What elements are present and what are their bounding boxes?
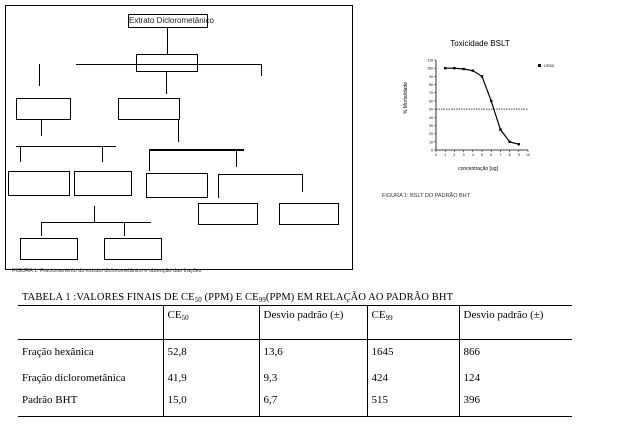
chart-x-tick-label: 2 (453, 153, 456, 157)
table-header-row (18, 306, 572, 340)
chart-y-tick-label: 110 (427, 58, 433, 63)
chart-x-tick-label: 0 (435, 153, 437, 157)
table-cell: 41,9 (163, 372, 259, 394)
table-header-cell: $CE_{99}$ (367, 306, 459, 340)
table-title: TABELA 1 :VALORES FINAIS DE $CE_{50}$ (PPM) E $CE_{99}(PPM)$ EM RELAÇÃO AO PADRÃO BHT (22, 292, 454, 304)
chart-y-tick-label: 50 (429, 107, 433, 112)
flowchart-node-f (198, 203, 258, 225)
table-title-part-3: (PPM) EM RELAÇÃO AO PADRÃO BHT (265, 292, 454, 303)
flowchart-node-h (20, 238, 78, 260)
table-row (18, 372, 572, 394)
chart-y-tick-label: 20 (429, 132, 433, 137)
flowchart-figure (5, 5, 353, 270)
table-cell: Fração hexânica (22, 346, 94, 358)
chart-data-point (462, 68, 464, 70)
chart-x-tick-label: 6 (490, 153, 493, 157)
table-cell: 15,0 (163, 394, 259, 417)
flowchart-caption: FIGURA 1: Fracionamento do extrato diclorometânico e obtenção das frações (12, 268, 202, 274)
chart-legend-label: CE50 (544, 63, 555, 68)
table-header-cell: Desvio padrão (±) (459, 306, 572, 340)
table-cell: 396 (459, 394, 572, 417)
chart-series-line (445, 68, 519, 144)
flowchart-node-e (146, 173, 208, 198)
chart-x-tick-label: 7 (499, 153, 502, 157)
chart-x-axis-label: concentração [ug] (458, 166, 498, 172)
flowchart-root-label: Extrato Diclorometânico (129, 16, 214, 25)
table-cell: 1645 (367, 340, 459, 373)
chart-data-point (518, 143, 520, 145)
flowchart-step-box (136, 54, 198, 72)
chart-data-point (499, 128, 501, 130)
table-header-cell: $CE_{50}$ (163, 306, 259, 340)
chart-legend-marker (538, 64, 541, 67)
chart-y-tick-label: 0 (431, 148, 433, 153)
chart-y-tick-label: 60 (429, 99, 433, 104)
chart-y-axis-label: % Mortalidade (403, 82, 409, 114)
chart-y-tick-label: 30 (429, 123, 433, 128)
chart-x-tick-label: 3 (462, 153, 465, 157)
chart-y-tick-label: 100 (427, 66, 433, 71)
flowchart-root-box (128, 14, 214, 28)
flowchart-node-a (16, 98, 71, 120)
chart-y-tick-label: 80 (429, 83, 433, 88)
chart-data-point (453, 67, 455, 69)
chart-y-tick-label: 40 (429, 115, 433, 120)
chart-x-tick-label: 5 (481, 153, 483, 157)
table-cell: 124 (459, 372, 572, 394)
chart-data-point (444, 67, 446, 69)
table-cell: 866 (459, 340, 572, 373)
table-header-cell: Desvio padrão (±) (259, 306, 367, 340)
chart-plot-area (427, 59, 530, 158)
chart-y-tick-label: 70 (429, 91, 433, 96)
chart-title: Toxicidade BSLT (450, 39, 510, 48)
table-cell: 515 (367, 394, 459, 417)
chart-x-tick-label: 4 (471, 153, 474, 157)
results-table (18, 305, 572, 417)
table-row (18, 340, 572, 373)
chart-x-tick-label: 10 (526, 153, 530, 157)
table-cell: 9,3 (259, 372, 367, 394)
flowchart-node-c (8, 171, 70, 196)
chart-caption: FIGURA 1: BSLT DO PADRÃO BHT (382, 193, 471, 199)
chart-data-point (481, 75, 483, 77)
table-cell: 52,8 (163, 340, 259, 373)
table-header-cell (18, 306, 163, 340)
table-title-part-1: TABELA 1 :VALORES FINAIS DE CE (22, 292, 195, 303)
flowchart-node-i (104, 238, 162, 260)
table-cell: 6,7 (259, 394, 367, 417)
chart-x-tick-label: 1 (444, 153, 447, 157)
bslt-chart (400, 38, 555, 173)
flowchart-node-d (74, 171, 132, 196)
table-title-part-2: (PPM) E CE (201, 292, 259, 303)
flowchart-node-b (118, 98, 180, 120)
table-row (18, 394, 572, 417)
table-cell: Padrão BHT (18, 394, 163, 417)
chart-container (400, 38, 555, 173)
table-cell: Fração diclorometânica (22, 372, 126, 384)
chart-x-tick-label: 9 (517, 153, 520, 157)
chart-y-tick-label: 10 (429, 140, 433, 145)
chart-data-point (472, 69, 474, 71)
chart-data-point (508, 141, 510, 143)
chart-y-tick-label: 90 (429, 74, 433, 79)
chart-data-point (490, 100, 492, 102)
table-cell: 424 (367, 372, 459, 394)
table-cell: 13,6 (259, 340, 367, 373)
flowchart-node-g (279, 203, 339, 225)
chart-x-tick-label: 8 (508, 153, 511, 157)
